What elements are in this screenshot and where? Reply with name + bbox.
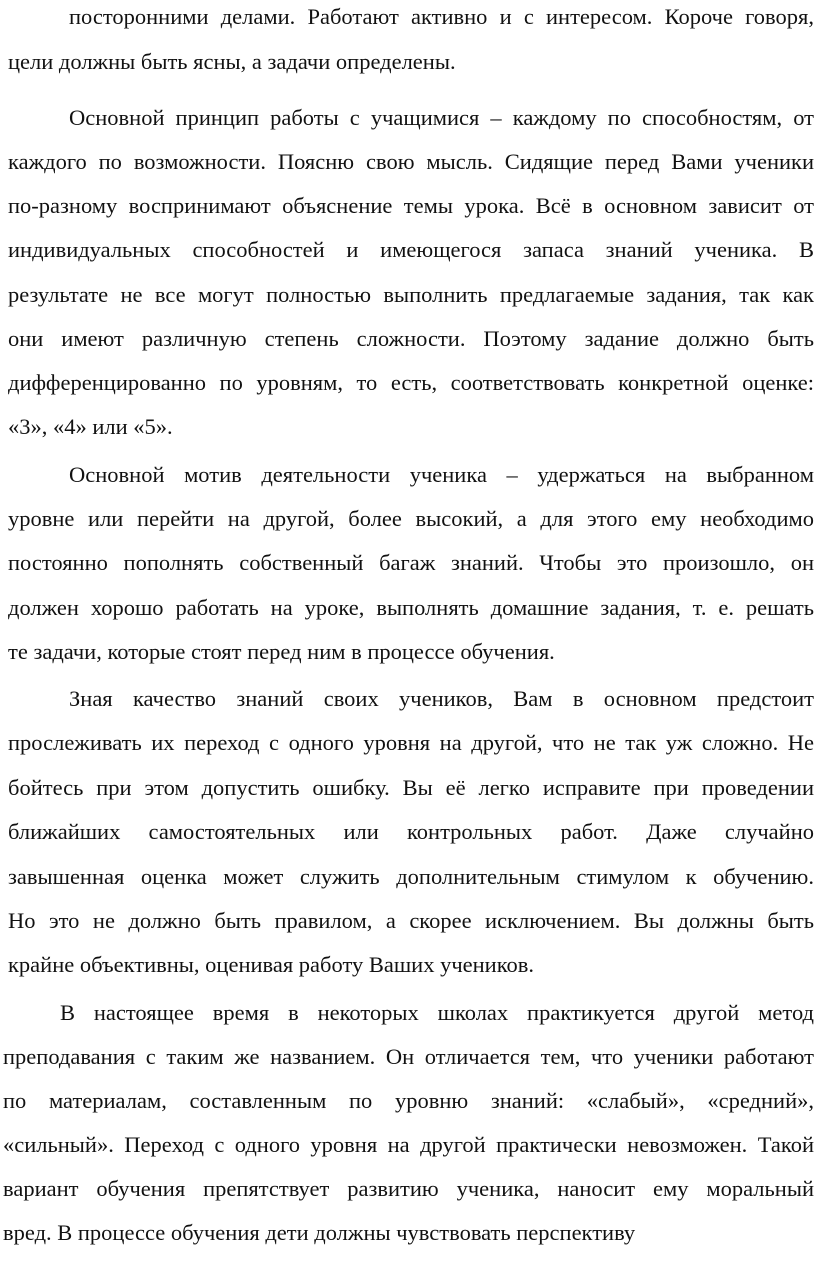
text-line: Основной принцип работы с учащимися – каждому по способностям, от	[69, 105, 814, 130]
text-line: дифференцированно по уровням, то есть, соответствовать конкретной оценке:	[8, 370, 814, 395]
text-line: уровне или перейти на другой, более высокий, а для этого ему необходимо	[8, 506, 814, 531]
text-line: преподавания с таким же названием. Он отличается тем, что ученики работают	[3, 1044, 814, 1069]
text-line: по материалам, составленным по уровню знаний: «слабый», «средний»,	[3, 1088, 814, 1113]
text-line: каждого по возможности. Поясню свою мысль. Сидящие перед Вами ученики	[8, 149, 814, 174]
text-line: бойтесь при этом допустить ошибку. Вы её легко исправите при проведении	[8, 775, 814, 800]
text-line: цели должны быть ясны, а задачи определены.	[8, 49, 456, 74]
text-line: «3», «4» или «5».	[8, 414, 173, 439]
text-line: вариант обучения препятствует развитию ученика, наносит ему моральный	[3, 1176, 814, 1201]
text-line: Основной мотив деятельности ученика – удержаться на выбранном	[69, 462, 814, 487]
text-line: вред. В процессе обучения дети должны чувствовать перспективу	[3, 1220, 636, 1245]
text-line: В настоящее время в некоторых школах практикуется другой метод	[60, 1000, 814, 1025]
text-line: постоянно пополнять собственный багаж знаний. Чтобы это произошло, он	[8, 550, 814, 575]
text-line: Зная качество знаний своих учеников, Вам в основном предстоит	[69, 686, 814, 711]
text-line: прослеживать их переход с одного уровня на другой, что не так уж сложно. Не	[8, 730, 814, 755]
text-line: Но это не должно быть правилом, а скорее исключением. Вы должны быть	[8, 908, 814, 933]
text-line: они имеют различную степень сложности. Поэтому задание должно быть	[8, 326, 814, 351]
text-line: «сильный». Переход с одного уровня на другой практически невозможен. Такой	[3, 1132, 814, 1157]
text-line: те задачи, которые стоят перед ним в процессе обучения.	[8, 639, 555, 664]
text-line: ближайших самостоятельных или контрольных работ. Даже случайно	[8, 819, 814, 844]
text-line: индивидуальных способностей и имеющегося запаса знаний ученика. В	[8, 237, 814, 262]
text-line: должен хорошо работать на уроке, выполнять домашние задания, т. е. решать	[8, 595, 814, 620]
text-line: завышенная оценка может служить дополнительным стимулом к обучению.	[8, 864, 814, 889]
text-line: крайне объективны, оценивая работу Ваших учеников.	[8, 952, 535, 977]
text-line: посторонними делами. Работают активно и с интересом. Короче говоря,	[69, 4, 814, 29]
text-line: по-разному воспринимают объяснение темы урока. Всё в основном зависит от	[8, 193, 814, 218]
text-line: результате не все могут полностью выполнить предлагаемые задания, так как	[8, 282, 814, 307]
